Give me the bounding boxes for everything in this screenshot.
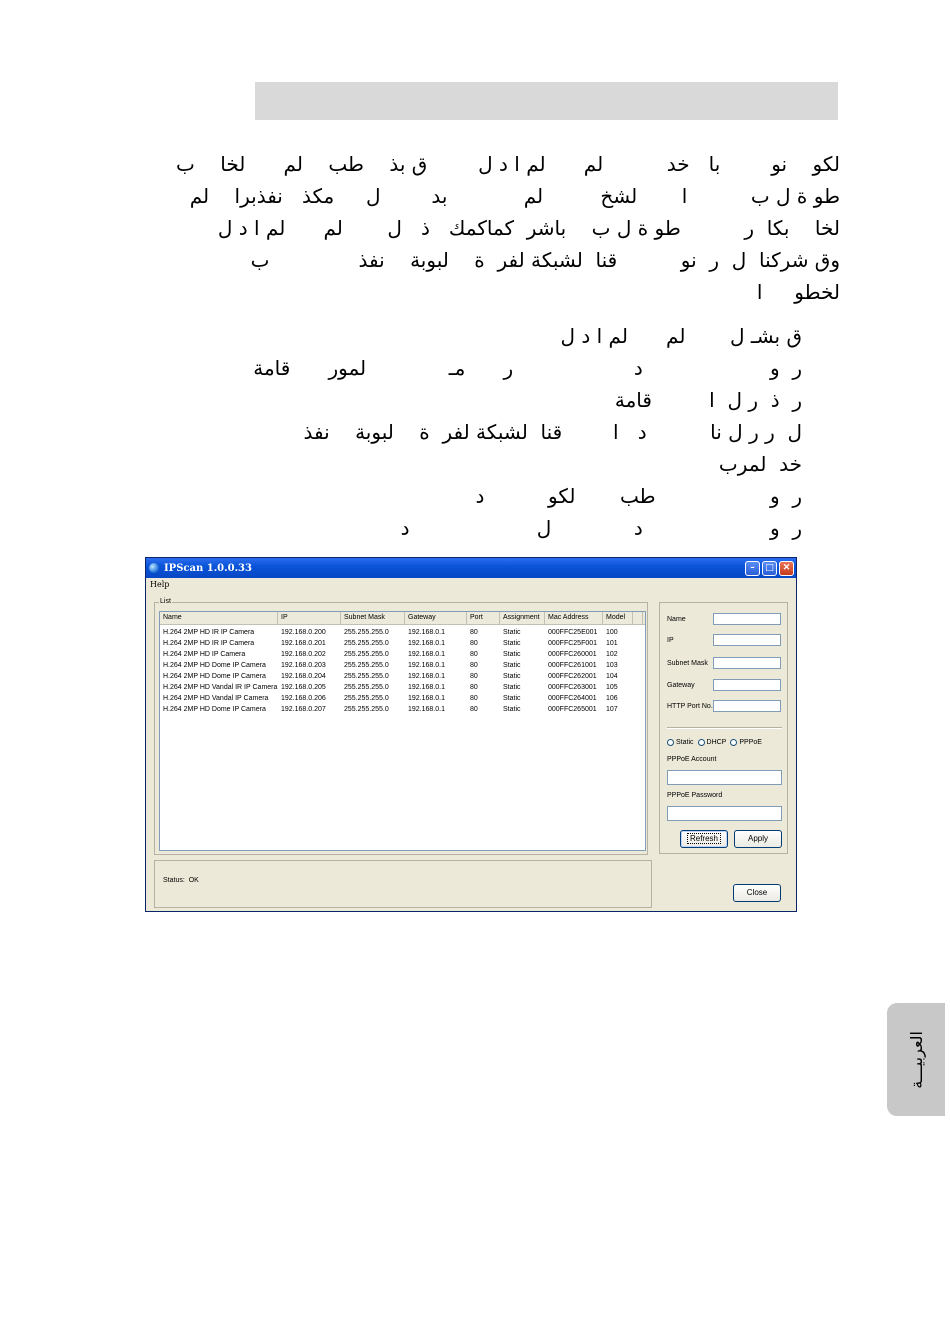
window-title: IPScan 1.0.0.33 [164,562,252,574]
cell-assignment: Static [503,640,521,647]
table-row[interactable] [160,682,645,693]
radio-circle-icon [667,739,674,746]
paragraph-intro [140,148,840,308]
section-header-bar [255,82,838,120]
ipscan-window [145,557,797,912]
cell-assignment: Static [503,684,521,691]
column-header-port[interactable]: Port [467,612,500,624]
app-globe-icon [149,563,159,573]
cell-model: 103 [606,662,618,669]
cell-subnet: 255.255.255.0 [344,695,389,702]
cell-port: 80 [470,662,478,669]
cell-port: 80 [470,684,478,691]
radio-dhcp-label: DHCP [706,739,727,746]
cell-model: 107 [606,706,618,713]
cell-mac: 000FFC263001 [548,684,597,691]
cell-name: H.264 2MP HD IP Camera [163,651,246,658]
paragraph-line: خد لمرب [718,452,802,476]
cell-mac: 000FFC25F001 [548,640,598,647]
cell-gateway: 192.168.0.1 [408,684,445,691]
cell-mac: 000FFC25E001 [548,629,598,636]
paragraph-line: لكو نو با خد لم لم ا د ل ق بذ طب لم لخا ب [176,152,840,176]
cell-name: H.264 2MP HD Dome IP Camera [163,706,266,713]
cell-subnet: 255.255.255.0 [344,684,389,691]
paragraph-line: ر ذ ر ل ا قامة [614,388,802,412]
cell-name: H.264 2MP HD IR IP Camera [163,640,255,647]
cell-mac: 000FFC264001 [548,695,597,702]
pppoe-password-label: PPPoE Password [667,792,723,799]
table-row[interactable] [160,627,645,638]
cell-name: H.264 2MP HD Dome IP Camera [163,662,266,669]
close-icon[interactable]: ✕ [779,561,794,576]
cell-mac: 000FFC265001 [548,706,597,713]
table-row[interactable] [160,660,645,671]
minimize-icon[interactable]: – [745,561,760,576]
table-row[interactable] [160,671,645,682]
list-caption: List [160,598,171,605]
cell-subnet: 255.255.255.0 [344,662,389,669]
status-text [163,877,199,884]
cell-model: 102 [606,651,618,658]
cell-assignment: Static [503,706,521,713]
cell-ip: 192.168.0.202 [281,651,326,658]
table-row[interactable] [160,693,645,704]
column-header-subnet[interactable]: Subnet Mask [341,612,405,624]
cell-name: H.264 2MP HD Dome IP Camera [163,673,266,680]
cell-port: 80 [470,651,478,658]
http-port-label: HTTP Port No. [667,702,713,710]
cell-name: H.264 2MP HD Vandal IP Camera [163,695,269,702]
listview-header [160,612,645,625]
column-header-ip[interactable]: IP [278,612,341,624]
cell-subnet: 255.255.255.0 [344,640,389,647]
cell-gateway: 192.168.0.1 [408,673,445,680]
status-group [154,860,652,908]
device-listview[interactable] [159,611,646,851]
settings-group [659,602,788,854]
device-list-group [154,598,648,855]
status-value: OK [188,877,199,884]
cell-model: 104 [606,673,618,680]
subnet-label: Subnet Mask [667,659,708,667]
close-button-label: Close [746,888,768,897]
cell-gateway: 192.168.0.1 [408,651,445,658]
apply-button-label: Apply [747,834,768,843]
cell-model: 101 [606,640,618,647]
cell-assignment: Static [503,662,521,669]
listview-rows [160,625,645,715]
name-input[interactable] [713,613,781,625]
cell-subnet: 255.255.255.0 [344,629,389,636]
cell-gateway: 192.168.0.1 [408,695,445,702]
paragraph-line: طو ة ل ب ا لشخ لم بد ل مكذ نفذبرا لم [189,184,840,208]
name-label: Name [667,615,686,623]
status-label: Status: [163,877,185,884]
pppoe-password-input[interactable] [667,806,782,821]
cell-ip: 192.168.0.203 [281,662,326,669]
radio-pppoe[interactable] [730,739,762,746]
cell-gateway: 192.168.0.1 [408,706,445,713]
cell-ip: 192.168.0.207 [281,706,326,713]
cell-subnet: 255.255.255.0 [344,706,389,713]
ip-input[interactable] [713,634,781,646]
column-header-assignment[interactable]: Assignment [500,612,545,624]
pppoe-account-input[interactable] [667,770,782,785]
cell-ip: 192.168.0.204 [281,673,326,680]
radio-dhcp[interactable] [698,739,727,746]
name-field-row [667,613,785,625]
refresh-button-label: Refresh [689,834,718,843]
paragraph-line: ر و طب لكو د [475,484,802,508]
paragraph-line: ق بشـ ل لم لم ا د ل [560,324,802,348]
cell-gateway: 192.168.0.1 [408,640,445,647]
menu-bar [146,578,796,591]
cell-port: 80 [470,629,478,636]
gateway-field-row [667,679,785,691]
table-row[interactable] [160,704,645,715]
http-port-field-row [667,700,785,712]
radio-circle-icon [698,739,705,746]
cell-mac: 000FFC261001 [548,662,597,669]
table-row[interactable] [160,649,645,660]
cell-ip: 192.168.0.205 [281,684,326,691]
column-header-filler [633,612,643,624]
paragraph-line: لخطو ا [756,280,840,304]
paragraph-line: ر و د ر مـ لمور قامة [253,356,802,380]
apply-button[interactable] [734,830,782,848]
cell-gateway: 192.168.0.1 [408,629,445,636]
paragraph-line: لخا بكا ر طو ة ل ب باشر كماكمك ذ ل لم لم ا د ل [217,216,840,240]
cell-name: H.264 2MP HD Vandal IR IP Camera [163,684,278,691]
window-titlebar[interactable] [146,558,796,578]
assignment-radio-group [667,739,762,746]
radio-pppoe-label: PPPoE [739,739,762,746]
close-button[interactable] [733,884,781,902]
radio-static-label: Static [676,739,694,746]
cell-mac: 000FFC260001 [548,651,597,658]
paragraph-line: وق شركنا ل ر نو قنا لشبكة لفر ة لبوبة نفذ ب [250,248,840,272]
cell-model: 105 [606,684,618,691]
language-tab-label: العربيـــة [906,1030,926,1089]
cell-model: 100 [606,629,618,636]
cell-subnet: 255.255.255.0 [344,651,389,658]
cell-port: 80 [470,706,478,713]
cell-name: H.264 2MP HD IR IP Camera [163,629,255,636]
maximize-icon[interactable]: □ [762,561,777,576]
cell-assignment: Static [503,651,521,658]
cell-subnet: 255.255.255.0 [344,673,389,680]
http-port-input[interactable] [713,700,781,712]
gateway-input[interactable] [713,679,781,691]
radio-circle-icon [730,739,737,746]
cell-port: 80 [470,673,478,680]
cell-ip: 192.168.0.200 [281,629,326,636]
subnet-input[interactable] [713,657,781,669]
ip-label: IP [667,636,674,644]
cell-ip: 192.168.0.206 [281,695,326,702]
paragraph-line: ل ر ر ل نا د ا قنا لشبكة لفر ة لبوبة نفذ [303,420,802,444]
subnet-field-row [667,657,785,669]
column-header-model[interactable]: Model [603,612,633,624]
cell-port: 80 [470,640,478,647]
table-row[interactable] [160,638,645,649]
language-side-tab [887,1003,945,1116]
cell-ip: 192.168.0.201 [281,640,326,647]
cell-assignment: Static [503,673,521,680]
cell-mac: 000FFC262001 [548,673,597,680]
cell-model: 106 [606,695,618,702]
cell-assignment: Static [503,629,521,636]
cell-port: 80 [470,695,478,702]
paragraph-line: ر و د ل د [400,516,802,540]
cell-assignment: Static [503,695,521,702]
column-header-mac[interactable]: Mac Address [545,612,603,624]
column-header-name[interactable]: Name [160,612,278,624]
ip-field-row [667,634,785,646]
pppoe-account-label: PPPoE Account [667,756,717,763]
paragraph-steps [152,320,802,544]
column-header-gateway[interactable]: Gateway [405,612,467,624]
gateway-label: Gateway [667,681,695,689]
menu-help[interactable]: Help [150,580,170,589]
cell-gateway: 192.168.0.1 [408,662,445,669]
divider [667,727,782,729]
refresh-button[interactable] [680,830,728,848]
radio-static[interactable] [667,739,694,746]
